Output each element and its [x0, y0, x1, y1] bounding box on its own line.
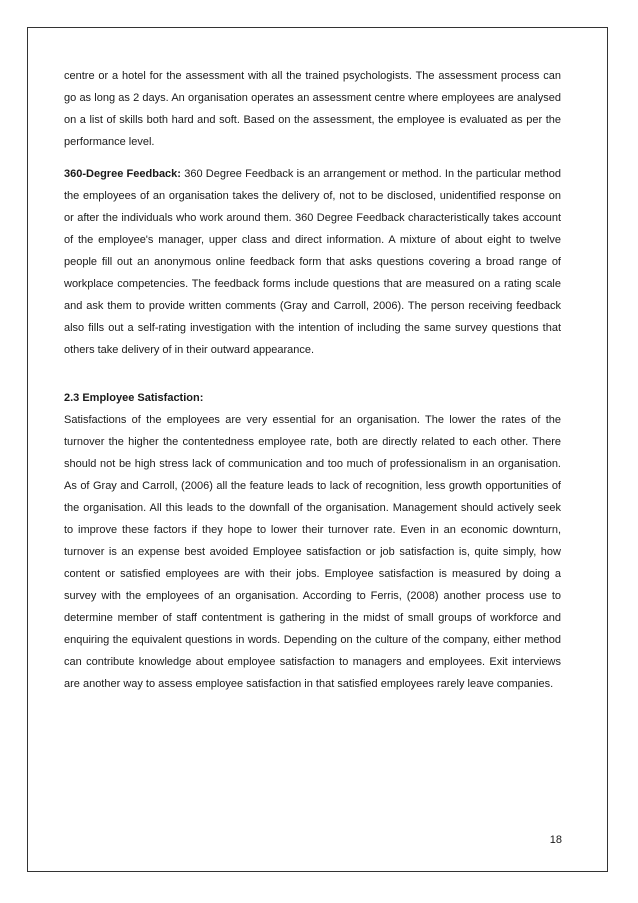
- feedback-paragraph: [64, 163, 561, 361]
- satisfaction-paragraph: Satisfactions of the employees are very essential for an organisation. The lower the rates of the turnover the higher the contentedness employee rate, both are directly related to each other. There should not be high stress lack of communication and too much of professionalism in an organisation. As of Gray and Carroll, (2006) all the feature leads to lack of recognition, less growth opportunities of the organisation. All this leads to the downfall of the organisation. Management should actively seek to improve these factors if they hope to lower their turnover rate. Even in an economic downturn, turnover is an expense best avoided Employee satisfaction or job satisfaction is, quite simply, how content or satisfied employees are with their jobs. Employee satisfaction is measured by doing a survey with the employees of an organisation. According to Ferris, (2008) another process use to determine member of staff contentment is gathering in the midst of small groups of workforce and enquiring the equivalent questions in words. Depending on the culture of the company, either method can contribute knowledge about employee satisfaction to managers and employees. Exit interviews are another way to assess employee satisfaction in that satisfied employees rarely leave companies.: [64, 414, 561, 690]
- section-heading: 2.3 Employee Satisfaction:: [64, 392, 204, 404]
- page-number: 18: [549, 834, 562, 846]
- document-body: [64, 65, 561, 695]
- intro-paragraph: centre or a hotel for the assessment with all the trained psychologists. The assessment process can go as long as 2 days. An organisation operates an assessment centre where employees are analysed on a list of skills both hard and soft. Based on the assessment, the employee is evaluated as per the performance level.: [64, 70, 561, 148]
- feedback-heading: 360-Degree Feedback:: [64, 168, 181, 180]
- feedback-text: 360 Degree Feedback is an arrangement or method. In the particular method the employees of an organisation takes the delivery of, not to be disclosed, unidentified response on or after the individuals who work around them. 360 Degree Feedback characteristically takes account of the employee's manager, upper class and direct information. A mixture of about eight to twelve people fill out an anonymous online feedback form that asks questions covering a broad range of workplace competencies. The feedback forms include questions that are measured on a rating scale and ask them to provide written comments (Gray and Carroll, 2006). The person receiving feedback also fills out a self-rating investigation with the intention of including the same survey questions that others take delivery of in their outward appearance.: [64, 168, 562, 356]
